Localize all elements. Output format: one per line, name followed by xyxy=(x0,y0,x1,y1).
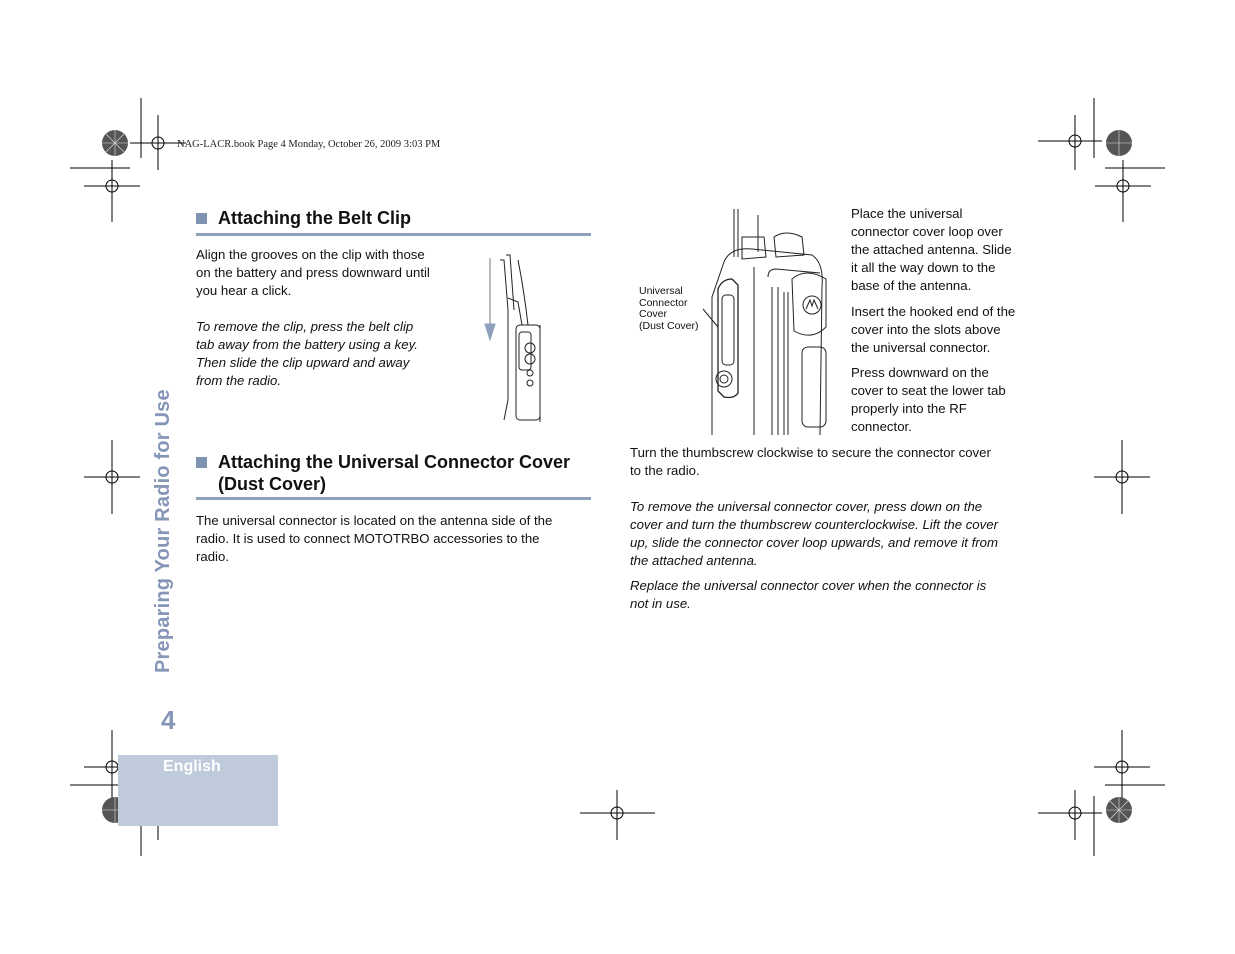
text-line: radio. xyxy=(196,549,229,564)
step-press-down xyxy=(851,364,1031,436)
belt-clip-instructions xyxy=(196,246,466,300)
dust-cover-callout xyxy=(639,286,699,332)
text-line: Replace the universal connector cover when the connector is xyxy=(630,578,987,593)
page-number: 4 xyxy=(161,705,176,735)
step-place-cover xyxy=(851,205,1031,295)
text-line: connector. xyxy=(851,419,912,434)
dust-cover-heading-line2: (Dust Cover) xyxy=(218,474,327,494)
text-line: Place the universal xyxy=(851,206,963,221)
text-line: The universal connector is located on the antenna side of the xyxy=(196,513,553,528)
text-line: properly into the RF xyxy=(851,401,967,416)
text-line: To remove the clip, press the belt clip xyxy=(196,319,414,334)
text-line: Turn the thumbscrew clockwise to secure the connector cover xyxy=(630,445,991,460)
belt-clip-heading: Attaching the Belt Clip xyxy=(218,208,411,228)
text-line: the attached antenna. Slide xyxy=(851,242,1012,257)
text-line: on the battery and press downward until xyxy=(196,265,430,280)
belt-clip-illustration xyxy=(478,250,558,425)
text-line: up, slide the connector cover loop upwards, and remove it from xyxy=(630,535,998,550)
text-line: Insert the hooked end of the xyxy=(851,304,1016,319)
removal-instructions xyxy=(630,498,1030,570)
text-line: cover to seat the lower tab xyxy=(851,383,1006,398)
section-bullet-icon xyxy=(196,213,207,224)
text-line: the universal connector. xyxy=(851,340,991,355)
text-line: Press downward on the xyxy=(851,365,989,380)
text-line: tab away from the battery using a key. xyxy=(196,337,418,352)
callout-line: Universal xyxy=(639,285,683,297)
text-line: base of the antenna. xyxy=(851,278,972,293)
language-label: English xyxy=(163,758,221,775)
book-info-header: NAG-LACR.book Page 4 Monday, October 26, 2009 3:03 PM xyxy=(177,139,441,150)
text-line: it all the way down to the xyxy=(851,260,996,275)
text-line: cover into the slots above xyxy=(851,322,1001,337)
dust-cover-heading-line1: Attaching the Universal Connector Cover xyxy=(218,452,571,472)
text-line: To remove the universal connector cover, press down on the xyxy=(630,499,983,514)
text-line: you hear a click. xyxy=(196,283,292,298)
text-line: the attached antenna. xyxy=(630,553,758,568)
callout-line: Connector xyxy=(639,296,688,309)
text-line: connector cover loop over xyxy=(851,224,1003,239)
text-line: to the radio. xyxy=(630,463,700,478)
text-line: not in use. xyxy=(630,596,691,611)
callout-line: Cover xyxy=(639,308,668,320)
replacement-note xyxy=(630,577,1030,613)
text-line: Then slide the clip upward and away xyxy=(196,355,410,370)
radio-dust-cover-illustration xyxy=(702,207,842,437)
chapter-side-title: Preparing Your Radio for Use xyxy=(152,389,174,673)
text-line: radio. It is used to connect MOTOTRBO accessories to the xyxy=(196,531,540,546)
belt-clip-removal-note xyxy=(196,318,466,390)
text-line: from the radio. xyxy=(196,373,282,388)
heading-rule xyxy=(196,233,591,236)
step-turn-thumbscrew xyxy=(630,444,1030,480)
dust-cover-description xyxy=(196,512,591,566)
text-line: Align the grooves on the clip with those xyxy=(196,247,425,262)
callout-line: (Dust Cover) xyxy=(639,319,699,332)
heading-rule xyxy=(196,497,591,500)
step-insert-hook xyxy=(851,303,1031,357)
section-bullet-icon xyxy=(196,457,207,468)
text-line: cover and turn the thumbscrew counterclockwise. Lift the cover xyxy=(630,517,998,532)
